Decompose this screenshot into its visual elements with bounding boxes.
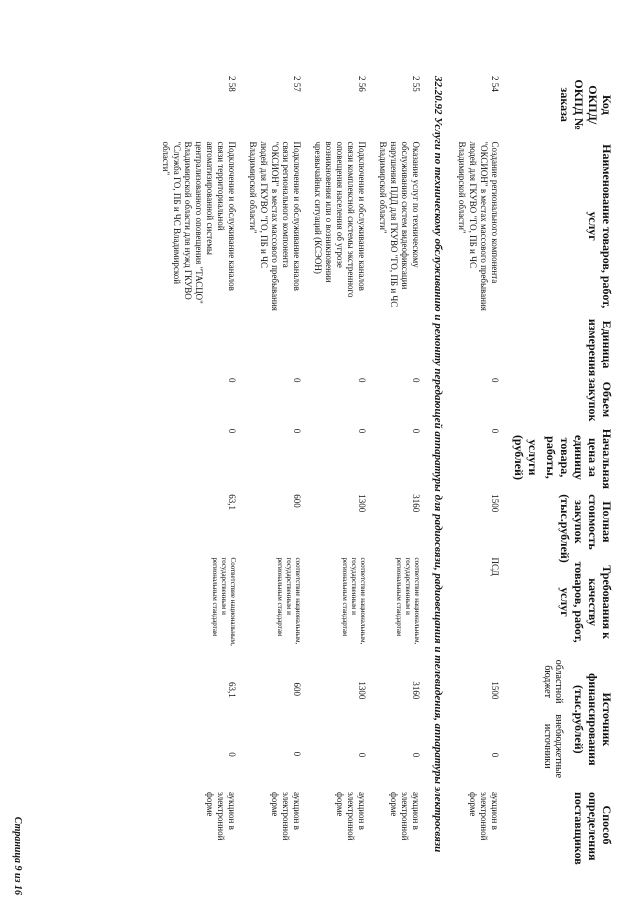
row-requirements: соответствие национальным, государственным и региональным стандартам	[341, 557, 367, 645]
row-method: аукцион в электронной форме	[389, 792, 421, 841]
header-finance-main: Источник финансирования (тыс.рублей)	[572, 673, 614, 766]
row-regional: 63,1	[227, 681, 237, 698]
row-method: аукцион в электронной форме	[468, 792, 500, 841]
header-finance-regional: областной бюджет	[542, 659, 564, 704]
row-price: 0	[411, 428, 421, 434]
row-code: 2 58	[227, 76, 237, 92]
row-total: 3160	[411, 494, 421, 513]
row-extra: 0	[357, 752, 367, 758]
row-name: Подключение и обслуживание каналов связи территориальной автоматизированной системы централизованного оповещения "ТАСЦО" Владимирской области для нужд ГКУВО "Служба ГО, ПБ и ЧС Владимирской области"	[161, 141, 237, 304]
row-requirements: соответствие национальным, государственным и региональным стандартам	[276, 557, 302, 645]
row-unit	[371, 315, 425, 374]
row-regional: 1300	[357, 681, 367, 700]
row-volume: 0	[357, 378, 367, 383]
header-code: Код ОКПД/ ОКПД № заказа	[558, 79, 614, 131]
section-row	[425, 72, 450, 862]
section-heading: 32.20.92 Услуги по техническому обслуживанию и ремонту передающей аппаратуры для радиосвязи, радиовещания и телевидения, аппаратуры электросвязи	[432, 76, 444, 853]
header-start-price-sub: услуги (рублей)	[512, 434, 540, 480]
row-total: 1500	[490, 494, 500, 513]
table-row	[306, 72, 371, 862]
page-number: Страница 9 из 16	[12, 816, 23, 895]
row-requirements: Соответствие национальным, государственным и региональным стандартам	[211, 557, 237, 646]
row-total: 1300	[357, 494, 367, 513]
row-extra: 0	[227, 752, 237, 757]
table-header-row	[504, 72, 618, 862]
row-finance	[371, 651, 425, 788]
row-total: 600	[292, 494, 302, 508]
row-method: аукцион в электронной форме	[270, 792, 302, 841]
row-requirements: ПСД	[490, 557, 500, 576]
row-finance	[154, 651, 241, 788]
row-price: 0	[227, 428, 237, 434]
row-name: Подключение и обслуживание каналов связи комплексной системы экстренного оповещения населения об угрозе возникновения или о возникновении чрезвычайных ситуаций (КСЭОН)	[313, 141, 367, 298]
row-volume: 0	[292, 378, 302, 383]
row-volume: 0	[490, 378, 500, 383]
table-row	[241, 72, 306, 862]
header-name: Наименование товаров, работ, услуг	[586, 144, 614, 309]
row-code: 2 56	[357, 76, 367, 92]
header-method: Способ определения поставщиков	[572, 792, 614, 865]
row-name: Создание регионального компонента "ОКСИОН" в местах массового пребывания людей для ГКУВО "ГО, ПБ и ЧС Владимирской области"	[457, 141, 500, 311]
row-method: аукцион в электронной форме	[335, 792, 367, 841]
row-unit	[241, 315, 306, 374]
row-requirements: соответствие национальным, государственным и региональным стандартам	[395, 557, 421, 645]
row-finance	[306, 651, 371, 788]
header-unit: Единица измерения	[586, 318, 614, 377]
row-extra: 0	[292, 751, 302, 757]
row-name: Оказание услуг по техническому обслуживанию систем видеофиксации нарушения ПДД для ГКУВО "ГО, ПБ и ЧС Владимирской области"	[378, 141, 421, 308]
table-row	[450, 72, 504, 862]
row-unit	[306, 315, 371, 374]
row-finance	[241, 651, 306, 788]
header-total: Полная стоимость закупок (тыс.рублей)	[558, 494, 614, 563]
row-price: 0	[292, 428, 302, 434]
row-code: 2 57	[292, 76, 302, 92]
row-code: 2 55	[411, 76, 421, 92]
header-finance	[504, 651, 618, 788]
header-finance-subcols	[542, 655, 564, 784]
row-total: 63,1	[227, 494, 237, 510]
table-row	[154, 72, 241, 862]
row-regional: 1500	[490, 681, 500, 700]
row-unit	[450, 315, 504, 374]
table-row	[371, 72, 425, 862]
row-method: аукцион в электронной форме	[205, 792, 237, 841]
header-start-price	[504, 425, 618, 490]
row-price: 0	[490, 428, 500, 434]
row-extra: 0	[411, 752, 421, 758]
row-unit	[154, 315, 241, 374]
header-volume: Объем закупок	[586, 378, 614, 422]
header-finance-extra: внебюджетные источники	[542, 714, 564, 779]
row-price: 0	[357, 428, 367, 434]
row-volume: 0	[411, 378, 421, 383]
procurement-table	[154, 72, 618, 865]
header-requirements: Требования к качеству товаров, работ, услуг	[558, 561, 614, 643]
row-extra: 0	[490, 752, 500, 758]
row-volume: 0	[227, 378, 237, 383]
row-regional: 600	[292, 682, 302, 697]
row-name: Подключение и обслуживание каналов связи регионального компонента "ОКСИОН" в местах массового пребывания людей для ГКУВО "ГО, ПБ и ЧС Владимирской области"	[248, 141, 302, 311]
row-finance	[450, 651, 504, 788]
row-code: 2 54	[490, 76, 500, 92]
row-regional: 3160	[411, 681, 421, 700]
header-start-price-main: Начальная цена за единицу товара, работы,	[544, 428, 614, 489]
